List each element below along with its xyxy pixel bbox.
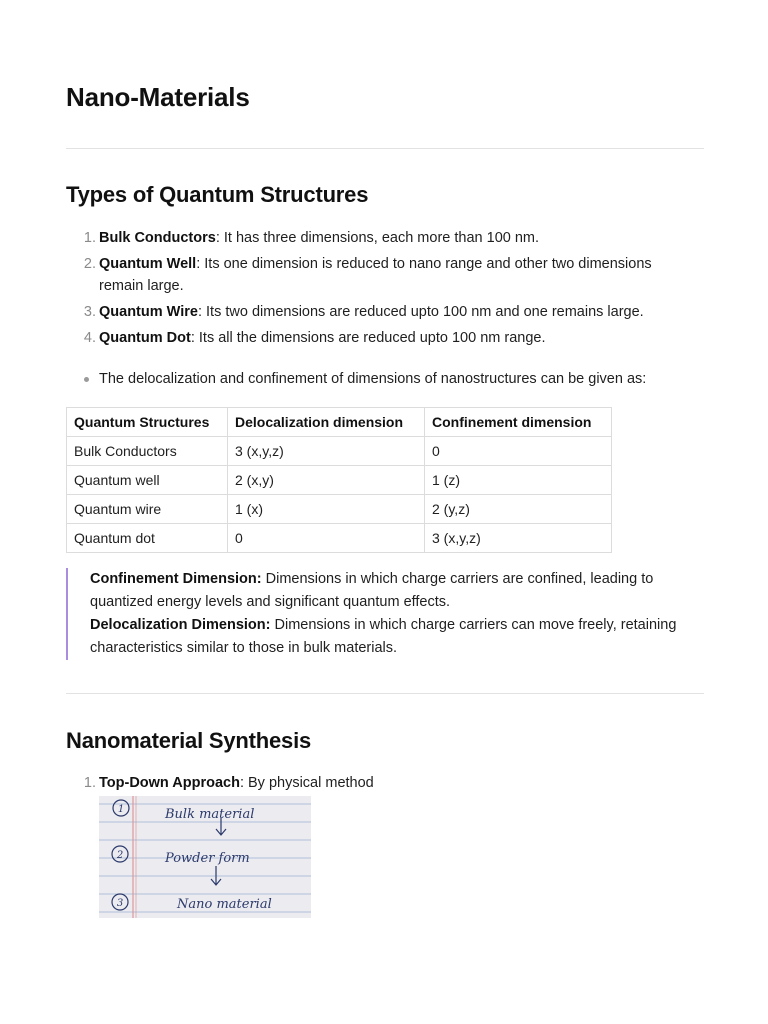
- step-label: Bulk material: [165, 807, 255, 822]
- list-text: : Its two dimensions are reduced upto 100 nm and one remains large.: [197, 304, 644, 320]
- callout-term: Delocalization Dimension:: [90, 617, 271, 633]
- list-item: [66, 253, 686, 297]
- table-cell: Quantum well: [67, 466, 228, 495]
- table-cell: 1 (x): [228, 495, 425, 524]
- list-number: 2.: [83, 256, 96, 272]
- table-header-cell: Confinement dimension: [425, 408, 612, 437]
- quantum-structures-table: [66, 407, 612, 553]
- divider: [66, 693, 704, 694]
- list-number: 3.: [83, 304, 96, 320]
- bullet-dot-icon: [84, 377, 89, 382]
- section-heading-synthesis: Nanomaterial Synthesis: [66, 728, 312, 753]
- step-label: Nano material: [177, 897, 272, 912]
- list-term: Quantum Well: [99, 256, 197, 272]
- list-term: Quantum Wire: [99, 304, 198, 320]
- list-number: 1.: [83, 775, 96, 791]
- table-row: [67, 437, 612, 466]
- table-cell: 2 (x,y): [228, 466, 425, 495]
- list-text: : Its one dimension is reduced to nano range and other two dimensions remain large.: [99, 256, 652, 294]
- table-cell: 1 (z): [425, 466, 612, 495]
- page-title: Nano-Materials: [66, 82, 250, 112]
- definition-callout: [66, 568, 704, 660]
- step-marker: 2: [116, 850, 124, 861]
- list-number: 1.: [83, 230, 96, 246]
- callout-text: Dimensions in which charge carriers can move freely, retaining characteristics similar to those in bulk materials.: [90, 617, 677, 656]
- step-marker: 3: [116, 898, 124, 909]
- table-row: [67, 524, 612, 553]
- step-label: Powder form: [165, 851, 250, 866]
- table-cell: 3 (x,y,z): [425, 524, 612, 553]
- step-marker: 1: [117, 804, 125, 815]
- callout-paragraph: [90, 568, 704, 614]
- table-cell: 3 (x,y,z): [228, 437, 425, 466]
- list-item: [66, 301, 686, 323]
- synthesis-list: [66, 772, 686, 798]
- bullet-item: [66, 368, 686, 390]
- table-header-cell: Quantum Structures: [67, 408, 228, 437]
- table-cell: Quantum dot: [67, 524, 228, 553]
- list-term: Quantum Dot: [99, 330, 191, 346]
- callout-paragraph: [90, 614, 704, 660]
- table-cell: 2 (y,z): [425, 495, 612, 524]
- divider: [66, 148, 704, 149]
- list-item: [66, 772, 686, 794]
- list-item: [66, 227, 686, 249]
- handwritten-flow-image: [99, 796, 311, 918]
- table-row: [67, 466, 612, 495]
- list-term: Bulk Conductors: [99, 230, 216, 246]
- table-row: [67, 495, 612, 524]
- notebook-sketch: [99, 796, 311, 918]
- list-number: 4.: [83, 330, 96, 346]
- table-cell: Quantum wire: [67, 495, 228, 524]
- section-heading-quantum: Types of Quantum Structures: [66, 182, 369, 207]
- quantum-structures-list: [66, 227, 686, 353]
- list-text: : It has three dimensions, each more than 100 nm.: [215, 230, 540, 246]
- bullet-text: The delocalization and confinement of dimensions of nanostructures can be given as:: [99, 371, 647, 387]
- list-term: Top-Down Approach: [99, 775, 240, 791]
- table-header-cell: Delocalization dimension: [228, 408, 425, 437]
- table-header-row: [67, 408, 612, 437]
- list-text: : Its all the dimensions are reduced upto 100 nm range.: [190, 330, 546, 346]
- table-cell: Bulk Conductors: [67, 437, 228, 466]
- callout-term: Confinement Dimension:: [90, 571, 262, 587]
- list-text: : By physical method: [239, 775, 374, 791]
- list-item: [66, 327, 686, 349]
- table-cell: 0: [425, 437, 612, 466]
- table-cell: 0: [228, 524, 425, 553]
- callout-text: Dimensions in which charge carriers are confined, leading to quantized energy levels and significant quantum effects.: [90, 571, 654, 610]
